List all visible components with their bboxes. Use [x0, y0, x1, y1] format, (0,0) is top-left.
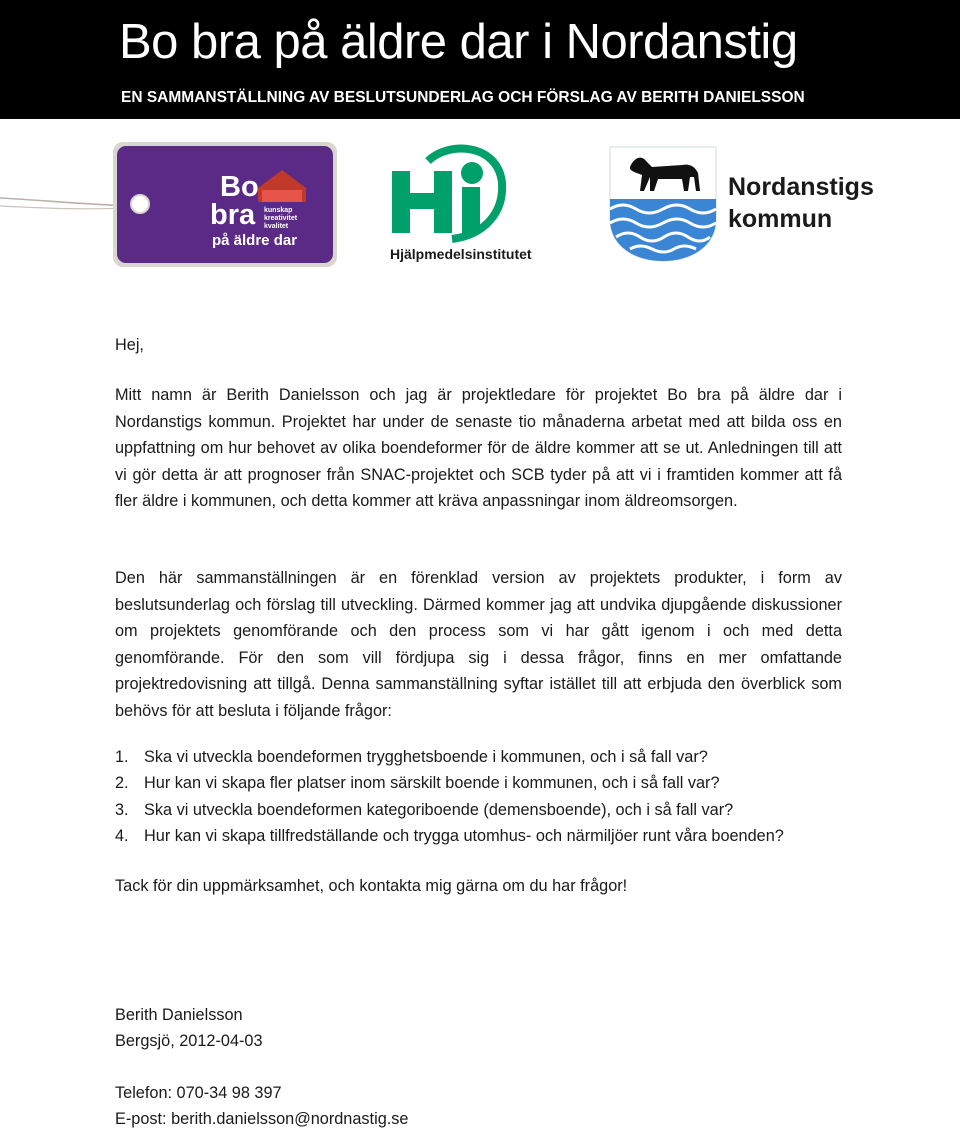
svg-text:bra: bra	[210, 199, 256, 231]
nordanstigs-kommun-logo	[608, 143, 908, 263]
contact-phone: Telefon: 070-34 98 397	[115, 1084, 282, 1102]
document-title: Bo bra på äldre dar i Nordanstig	[119, 15, 798, 69]
svg-text:Nordanstigs: Nordanstigs	[728, 173, 874, 201]
bo-bra-logo	[0, 138, 345, 268]
svg-text:på äldre dar: på äldre dar	[212, 232, 298, 249]
hjalpmedelsinstitutet-logo	[388, 143, 558, 265]
svg-text:kreativitet: kreativitet	[264, 215, 298, 222]
signature-place-date: Bergsjö, 2012-04-03	[115, 1032, 263, 1050]
list-item	[115, 770, 895, 796]
question-list	[115, 744, 895, 849]
header-band	[0, 0, 960, 119]
list-text: Ska vi utveckla boendeformen trygghetsboende i kommunen, och i så fall var?	[144, 748, 708, 766]
intro-paragraph: Mitt namn är Berith Danielsson och jag är projektledare för projektet Bo bra på äldre dar i Nordanstigs kommun. Projektet har under de senaste tio månaderna arbetat med att bilda oss en uppfattning om hur behovet av olika boendeformer för de äldre kommer att se ut. Anledningen till att vi gör detta är att prognoser från SNAC-projektet och SCB tyder på att vi i framtiden kommer att få fler äldre i kommunen, och detta kommer att kräva anpassningar inom äldreomsorgen.	[115, 386, 842, 510]
svg-text:kunskap: kunskap	[264, 207, 293, 214]
svg-text:Bo: Bo	[220, 171, 259, 203]
list-item	[115, 744, 895, 770]
svg-text:Hjälpmedelsinstitutet: Hjälpmedelsinstitutet	[390, 246, 532, 262]
svg-text:kommun: kommun	[728, 205, 833, 233]
svg-text:kvalitet: kvalitet	[264, 223, 289, 230]
list-number: 2.	[115, 774, 129, 793]
thanks-line: Tack för din uppmärksamhet, och kontakta mig gärna om du har frågor!	[115, 877, 628, 895]
list-number: 1.	[115, 748, 129, 766]
signature-name: Berith Danielsson	[115, 1006, 243, 1024]
list-number: 3.	[115, 800, 129, 819]
list-text: Hur kan vi skapa fler platser inom särskilt boende i kommunen, och i så fall var?	[144, 774, 720, 793]
list-item	[115, 797, 895, 823]
document-subtitle: EN SAMMANSTÄLLNING AV BESLUTSUNDERLAG OCH FÖRSLAG AV BERITH DANIELSSON	[121, 89, 805, 106]
list-item	[115, 823, 895, 849]
list-number: 4.	[115, 826, 129, 845]
contact-email: E-post: berith.danielsson@nordnastig.se	[115, 1110, 409, 1128]
summary-paragraph: Den här sammanställningen är en förenklad version av projektets produkter, i form av beslutsunderlag och förslag till utveckling. Därmed kommer jag att undvika djupgående diskussioner om projektets genomförande och den process som vi har gått igenom i och med detta genomförande. För den som vill fördjupa sig i dessa frågor, finns en mer omfattande projektredovisning att tillgå. Denna sammanställning syftar istället till att erbjuda den överblick som behövs för att besluta i följande frågor:	[115, 569, 842, 720]
list-text: Hur kan vi skapa tillfredställande och trygga utomhus- och närmiljöer runt våra boenden?	[144, 826, 784, 845]
greeting: Hej,	[115, 336, 144, 354]
list-text: Ska vi utveckla boendeformen kategoriboende (demensboende), och i så fall var?	[144, 800, 734, 819]
